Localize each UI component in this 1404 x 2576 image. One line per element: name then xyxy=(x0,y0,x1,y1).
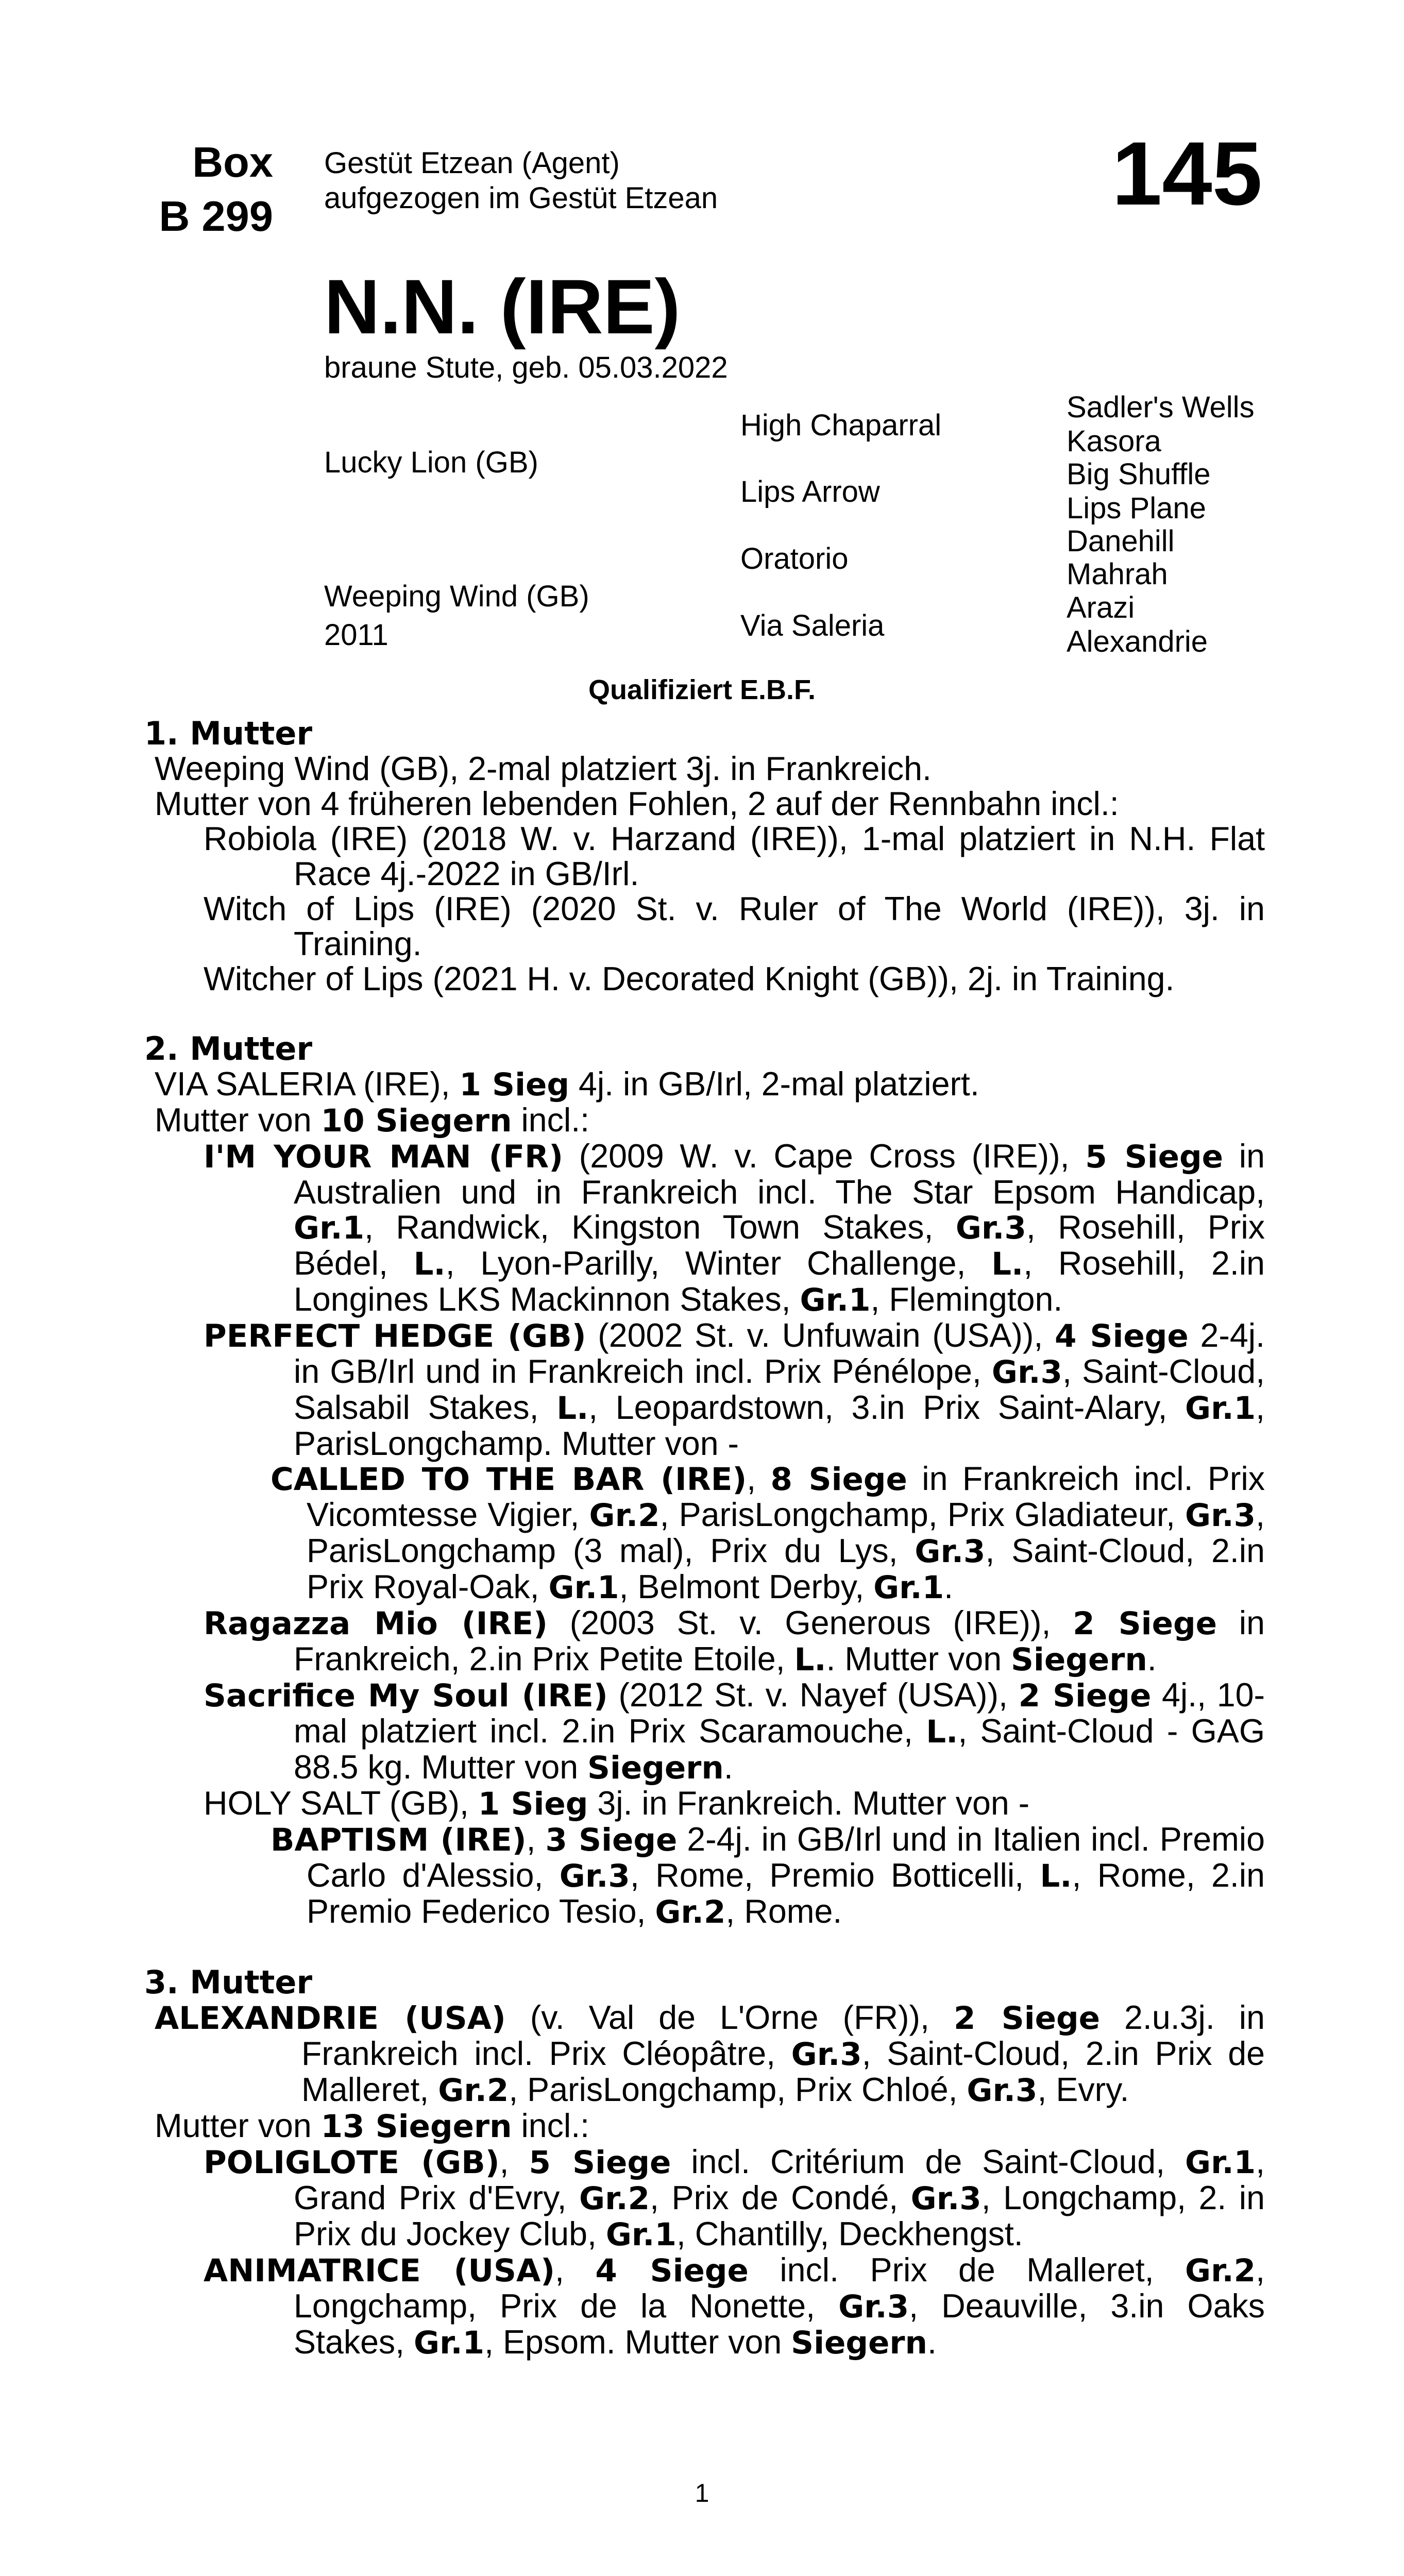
pedigree-gen2-item: Lips Arrow xyxy=(740,475,880,509)
entry-paragraph: Robiola (IRE) (2018 W. v. Harzand (IRE)), 1-mal platziert in N.H. Flat Race 4j.-2022 in GB/Irl. xyxy=(204,820,1265,892)
pedigree-gen3-item: Kasora xyxy=(1067,425,1161,458)
entry-paragraph: ANIMATRICE (USA), 4 Siege incl. Prix de Malleret, Gr.2, Longchamp, Prix de la Nonette, Gr.3, Deauville, 3.in Oaks Stakes, Gr.1, Epsom. Mutter von Siegern. xyxy=(204,2251,1265,2361)
lot-number: 145 xyxy=(1112,124,1262,224)
entry-paragraph: BAPTISM (IRE), 3 Siege 2-4j. in GB/Irl und in Italien incl. Premio Carlo d'Alessio, Gr.3, Rome, Premio Botticelli, L., Rome, 2.in Premio Federico Tesio, Gr.2, Rome. xyxy=(270,1821,1265,1930)
entry-paragraph: HOLY SALT (GB), 1 Sieg 3j. in Frankreich. Mutter von - xyxy=(204,1785,1030,1822)
pedigree-gen2-item: High Chaparral xyxy=(740,409,942,442)
agent: Gestüt Etzean (Agent) xyxy=(324,146,620,180)
pedigree-gen2-item: Via Saleria xyxy=(740,609,885,642)
entry-paragraph: VIA SALERIA (IRE), 1 Sieg 4j. in GB/Irl, 2-mal platziert. xyxy=(155,1065,979,1103)
qualification: Qualifiziert E.B.F. xyxy=(588,674,816,705)
box-number: B 299 xyxy=(159,192,273,240)
entry-paragraph: Witcher of Lips (2021 H. v. Decorated Knight (GB)), 2j. in Training. xyxy=(204,960,1175,997)
catalogue-body xyxy=(144,715,1265,2361)
horse-description: braune Stute, geb. 05.03.2022 xyxy=(324,351,728,384)
pedigree-dam-year: 2011 xyxy=(324,618,388,652)
pedigree-sire: Lucky Lion (GB) xyxy=(324,446,538,479)
entry-paragraph: Mutter von 13 Siegern incl.: xyxy=(155,2107,590,2145)
entry-paragraph: PERFECT HEDGE (GB) (2002 St. v. Unfuwain (USA)), 4 Siege 2-4j. in GB/Irl und in Frankreich incl. Prix Pénélope, Gr.3, Saint-Cloud, Salsabil Stakes, L., Leopardstown, 3.in Prix Saint-Alary, Gr.1, ParisLongchamp. Mutter von - xyxy=(204,1317,1265,1462)
pedigree-gen3-item: Mahrah xyxy=(1067,557,1168,591)
entry-paragraph: Sacrifice My Soul (IRE) (2012 St. v. Nayef (USA)), 2 Siege 4j., 10-mal platziert incl. 2.in Prix Scaramouche, L., Saint-Cloud - GAG 88.5 kg. Mutter von Siegern. xyxy=(204,1676,1265,1786)
pedigree-gen3-item: Danehill xyxy=(1067,524,1175,558)
entry-paragraph: ALEXANDRIE (USA) (v. Val de L'Orne (FR)), 2 Siege 2.u.3j. in Frankreich incl. Prix Cléopâtre, Gr.3, Saint-Cloud, 2.in Prix de Malleret, Gr.2, ParisLongchamp, Prix Chloé, Gr.3, Evry. xyxy=(155,1999,1265,2109)
pedigree-gen2-item: Oratorio xyxy=(740,542,849,575)
entry-paragraph: CALLED TO THE BAR (IRE), 8 Siege in Frankreich incl. Prix Vicomtesse Vigier, Gr.2, ParisLongchamp, Prix Gladiateur, Gr.3, ParisLongchamp (3 mal), Prix du Lys, Gr.3, Saint-Cloud, 2.in Prix Royal-Oak, Gr.1, Belmont Derby, Gr.1. xyxy=(270,1460,1265,1606)
entry-paragraph: I'M YOUR MAN (FR) (2009 W. v. Cape Cross (IRE)), 5 Siege in Australien und in Frankreich incl. The Star Epsom Handicap, Gr.1, Randwick, Kingston Town Stakes, Gr.3, Rosehill, Prix Bédel, L., Lyon-Parilly, Winter Challenge, L., Rosehill, 2.in Longines LKS Mackinnon Stakes, Gr.1, Flemington. xyxy=(204,1138,1265,1318)
pedigree-gen3-item: Big Shuffle xyxy=(1067,457,1211,491)
entry-paragraph: POLIGLOTE (GB), 5 Siege incl. Critérium de Saint-Cloud, Gr.1, Grand Prix d'Evry, Gr.2, Prix de Condé, Gr.3, Longchamp, 2. in Prix du Jockey Club, Gr.1, Chantilly, Deckhengst. xyxy=(204,2143,1265,2253)
raised-at: aufgezogen im Gestüt Etzean xyxy=(324,181,718,215)
horse-name: N.N. (IRE) xyxy=(324,263,681,350)
box-label: Box xyxy=(192,138,273,186)
section-heading-2nd-dam: 2. Mutter xyxy=(144,1030,313,1067)
section-heading-1st-dam: 1. Mutter xyxy=(144,715,313,752)
page-number: 1 xyxy=(695,2479,709,2507)
entry-paragraph: Mutter von 4 früheren lebenden Fohlen, 2 auf der Rennbahn incl.: xyxy=(155,785,1119,822)
pedigree-gen3-item: Lips Plane xyxy=(1067,492,1206,525)
entry-paragraph: Ragazza Mio (IRE) (2003 St. v. Generous (IRE)), 2 Siege in Frankreich, 2.in Prix Petite Etoile, L.. Mutter von Siegern. xyxy=(204,1604,1265,1678)
pedigree-gen3-item: Sadler's Wells xyxy=(1067,391,1255,424)
entry-paragraph: Weeping Wind (GB), 2-mal platziert 3j. in Frankreich. xyxy=(155,750,932,787)
entry-paragraph: Mutter von 10 Siegern incl.: xyxy=(155,1101,590,1139)
pedigree-gen3-item: Arazi xyxy=(1067,591,1135,624)
section-heading-3rd-dam: 3. Mutter xyxy=(144,1963,313,2001)
pedigree-dam: Weeping Wind (GB) xyxy=(324,580,589,613)
entry-paragraph: Witch of Lips (IRE) (2020 St. v. Ruler of The World (IRE)), 3j. in Training. xyxy=(204,890,1265,962)
pedigree-gen3-item: Alexandrie xyxy=(1067,625,1208,658)
